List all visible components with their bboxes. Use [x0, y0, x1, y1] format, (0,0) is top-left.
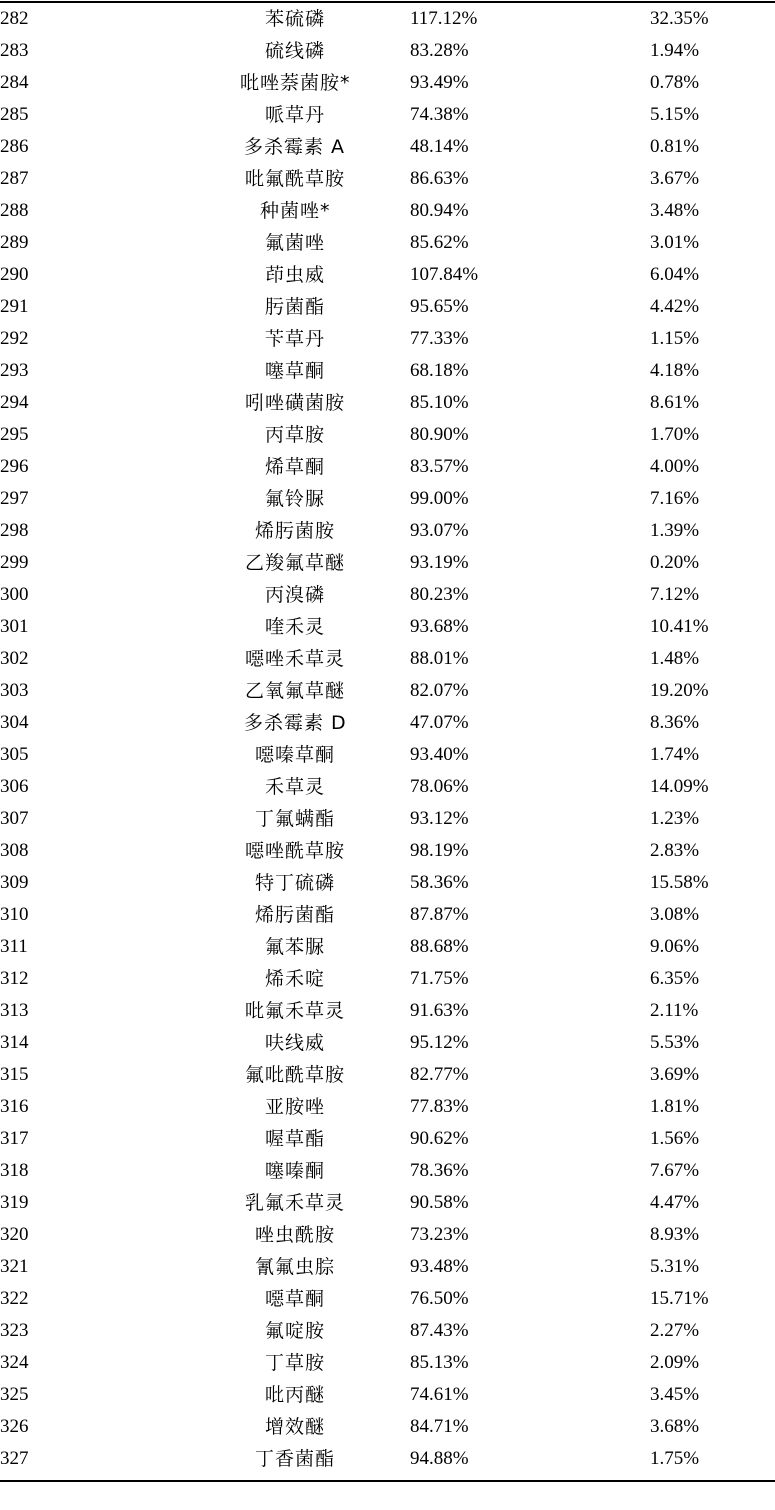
- recovery-value: 82.77%: [410, 1064, 469, 1085]
- row-number: 311: [0, 936, 28, 957]
- rsd-value: 0.81%: [650, 136, 700, 157]
- table-row: [0, 515, 775, 547]
- compound-name-cell: [170, 35, 410, 67]
- table-row: [0, 1091, 775, 1123]
- table-row: [0, 483, 775, 515]
- data-table: [0, 3, 775, 1475]
- table-row: [0, 899, 775, 931]
- table-row: [0, 739, 775, 771]
- rsd-value: 7.16%: [650, 488, 700, 509]
- rsd-value: 7.67%: [650, 1160, 700, 1181]
- compound-name-cell: [170, 67, 410, 99]
- row-number: 297: [0, 488, 29, 509]
- rsd-value: 3.68%: [650, 1416, 700, 1437]
- recovery-value: 93.40%: [410, 744, 469, 765]
- recovery-value: 98.19%: [410, 840, 469, 861]
- compound-name-cell: [170, 259, 410, 291]
- table-body: [0, 3, 775, 1475]
- rsd-value: 6.04%: [650, 264, 700, 285]
- table-bottom-rule: [0, 1480, 775, 1482]
- compound-name: 噁唑酰草胺: [245, 840, 346, 862]
- compound-name: 噁唑禾草灵: [245, 648, 346, 670]
- compound-name: 噁草酮: [265, 1288, 326, 1310]
- compound-name-cell: [170, 227, 410, 259]
- compound-name-cell: [170, 675, 410, 707]
- rsd-value: 4.18%: [650, 360, 700, 381]
- table-row: [0, 611, 775, 643]
- row-number: 306: [0, 776, 29, 797]
- recovery-value: 87.87%: [410, 904, 469, 925]
- row-number: 326: [0, 1416, 29, 1437]
- recovery-value: 117.12%: [410, 8, 478, 29]
- recovery-value: 95.12%: [410, 1032, 469, 1053]
- rsd-value: 1.70%: [650, 424, 700, 445]
- rsd-value: 5.31%: [650, 1256, 700, 1277]
- table-row: [0, 1123, 775, 1155]
- recovery-value: 76.50%: [410, 1288, 469, 1309]
- table-row: [0, 1251, 775, 1283]
- compound-name-cell: [170, 1251, 410, 1283]
- rsd-value: 0.78%: [650, 72, 700, 93]
- table-row: [0, 195, 775, 227]
- compound-name-cell: [170, 1379, 410, 1411]
- recovery-value: 93.68%: [410, 616, 469, 637]
- compound-name: 亚胺唑: [265, 1096, 326, 1118]
- compound-name-cell: [170, 803, 410, 835]
- row-number: 284: [0, 72, 29, 93]
- recovery-value: 85.13%: [410, 1352, 469, 1373]
- compound-name-cell: [170, 195, 410, 227]
- compound-name: 吡唑萘菌胺*: [240, 72, 351, 94]
- table-row: [0, 643, 775, 675]
- row-number: 286: [0, 136, 29, 157]
- row-number: 310: [0, 904, 29, 925]
- recovery-value: 58.36%: [410, 872, 469, 893]
- compound-name-cell: [170, 131, 410, 163]
- recovery-value: 93.07%: [410, 520, 469, 541]
- rsd-value: 3.45%: [650, 1384, 700, 1405]
- recovery-value: 73.23%: [410, 1224, 469, 1245]
- compound-name-cell: [170, 1059, 410, 1091]
- table-row: [0, 1027, 775, 1059]
- recovery-value: 99.00%: [410, 488, 469, 509]
- recovery-value: 83.28%: [410, 40, 469, 61]
- row-number: 294: [0, 392, 29, 413]
- row-number: 289: [0, 232, 29, 253]
- recovery-value: 48.14%: [410, 136, 469, 157]
- compound-name: 肟菌酯: [265, 296, 326, 318]
- recovery-value: 94.88%: [410, 1448, 469, 1469]
- compound-name-cell: [170, 1443, 410, 1475]
- rsd-value: 4.42%: [650, 296, 700, 317]
- rsd-value: 1.75%: [650, 1448, 700, 1469]
- table-row: [0, 1443, 775, 1475]
- compound-name-cell: [170, 515, 410, 547]
- compound-name: 增效醚: [265, 1416, 326, 1438]
- row-number: 316: [0, 1096, 29, 1117]
- table-row: [0, 1315, 775, 1347]
- recovery-value: 84.71%: [410, 1416, 469, 1437]
- recovery-value: 90.62%: [410, 1128, 469, 1149]
- recovery-value: 77.83%: [410, 1096, 469, 1117]
- rsd-value: 5.53%: [650, 1032, 700, 1053]
- compound-name-cell: [170, 995, 410, 1027]
- row-number: 287: [0, 168, 29, 189]
- compound-name-cell: [170, 99, 410, 131]
- compound-name: 丁香菌酯: [255, 1448, 336, 1470]
- compound-name-cell: [170, 579, 410, 611]
- compound-name: 吡氟禾草灵: [245, 1000, 346, 1022]
- table-row: [0, 451, 775, 483]
- row-number: 318: [0, 1160, 29, 1181]
- table-row: [0, 323, 775, 355]
- rsd-value: 15.71%: [650, 1288, 709, 1309]
- compound-name-cell: [170, 451, 410, 483]
- rsd-value: 3.67%: [650, 168, 700, 189]
- rsd-value: 8.36%: [650, 712, 700, 733]
- compound-name: 吲唑磺菌胺: [245, 392, 346, 414]
- table-row: [0, 1219, 775, 1251]
- row-number: 285: [0, 104, 29, 125]
- compound-name: 氟吡酰草胺: [245, 1064, 346, 1086]
- recovery-value: 107.84%: [410, 264, 479, 285]
- rsd-value: 0.20%: [650, 552, 700, 573]
- recovery-value: 90.58%: [410, 1192, 469, 1213]
- rsd-value: 1.39%: [650, 520, 700, 541]
- row-number: 302: [0, 648, 29, 669]
- compound-name: 多杀霉素 D: [244, 712, 347, 734]
- rsd-value: 19.20%: [650, 680, 709, 701]
- row-number: 303: [0, 680, 29, 701]
- compound-name-cell: [170, 707, 410, 739]
- recovery-value: 78.06%: [410, 776, 469, 797]
- compound-name: 唑虫酰胺: [255, 1224, 336, 1246]
- compound-name: 氰氟虫腙: [255, 1256, 336, 1278]
- table-row: [0, 547, 775, 579]
- compound-name-cell: [170, 963, 410, 995]
- rsd-value: 14.09%: [650, 776, 709, 797]
- rsd-value: 15.58%: [650, 872, 709, 893]
- table-row: [0, 131, 775, 163]
- compound-name-cell: [170, 739, 410, 771]
- compound-name: 丙草胺: [265, 424, 326, 446]
- table-row: [0, 1283, 775, 1315]
- compound-name-cell: [170, 291, 410, 323]
- row-number: 313: [0, 1000, 29, 1021]
- table-row: [0, 963, 775, 995]
- rsd-value: 1.74%: [650, 744, 700, 765]
- compound-name-cell: [170, 1347, 410, 1379]
- row-number: 308: [0, 840, 29, 861]
- rsd-value: 9.06%: [650, 936, 700, 957]
- recovery-value: 93.19%: [410, 552, 469, 573]
- rsd-value: 1.48%: [650, 648, 700, 669]
- table-row: [0, 771, 775, 803]
- rsd-value: 8.61%: [650, 392, 700, 413]
- row-number: 288: [0, 200, 29, 221]
- row-number: 292: [0, 328, 29, 349]
- compound-name: 烯禾啶: [265, 968, 326, 990]
- recovery-value: 88.01%: [410, 648, 469, 669]
- row-number: 290: [0, 264, 29, 285]
- rsd-value: 1.94%: [650, 40, 700, 61]
- compound-name-cell: [170, 387, 410, 419]
- table-row: [0, 1347, 775, 1379]
- table-row: [0, 35, 775, 67]
- row-number: 291: [0, 296, 29, 317]
- table-row: [0, 995, 775, 1027]
- table-row: [0, 1059, 775, 1091]
- row-number: 295: [0, 424, 29, 445]
- recovery-value: 47.07%: [410, 712, 469, 733]
- table-row: [0, 419, 775, 451]
- table-row: [0, 355, 775, 387]
- rsd-value: 4.00%: [650, 456, 700, 477]
- compound-name-cell: [170, 323, 410, 355]
- recovery-value: 93.48%: [410, 1256, 469, 1277]
- table-row: [0, 1155, 775, 1187]
- table-row: [0, 707, 775, 739]
- compound-name-cell: [170, 931, 410, 963]
- table-row: [0, 835, 775, 867]
- compound-name: 乙羧氟草醚: [245, 552, 346, 574]
- compound-name: 苯硫磷: [265, 8, 326, 30]
- rsd-value: 2.11%: [650, 1000, 699, 1021]
- rsd-value: 1.15%: [650, 328, 700, 349]
- compound-name: 吡丙醚: [265, 1384, 326, 1406]
- rsd-value: 2.83%: [650, 840, 700, 861]
- table-row: [0, 163, 775, 195]
- rsd-value: 3.48%: [650, 200, 700, 221]
- row-number: 305: [0, 744, 29, 765]
- recovery-value: 74.61%: [410, 1384, 469, 1405]
- compound-name: 乙氧氟草醚: [245, 680, 346, 702]
- row-number: 283: [0, 40, 29, 61]
- rsd-value: 1.23%: [650, 808, 700, 829]
- recovery-value: 86.63%: [410, 168, 469, 189]
- table-row: [0, 3, 775, 35]
- table-row: [0, 259, 775, 291]
- rsd-value: 3.69%: [650, 1064, 700, 1085]
- compound-name: 多杀霉素 A: [244, 136, 346, 158]
- compound-name: 丁氟螨酯: [255, 808, 336, 830]
- recovery-value: 80.94%: [410, 200, 469, 221]
- row-number: 293: [0, 360, 29, 381]
- row-number: 307: [0, 808, 29, 829]
- row-number: 312: [0, 968, 29, 989]
- compound-name-cell: [170, 355, 410, 387]
- table-row: [0, 291, 775, 323]
- row-number: 319: [0, 1192, 29, 1213]
- row-number: 282: [0, 8, 29, 29]
- row-number: 304: [0, 712, 29, 733]
- compound-name: 呋线威: [265, 1032, 326, 1054]
- compound-name-cell: [170, 1283, 410, 1315]
- recovery-value: 68.18%: [410, 360, 469, 381]
- recovery-value: 93.49%: [410, 72, 469, 93]
- compound-name-cell: [170, 771, 410, 803]
- compound-name: 氟铃脲: [265, 488, 326, 510]
- compound-name-cell: [170, 1187, 410, 1219]
- row-number: 320: [0, 1224, 29, 1245]
- compound-name: 硫线磷: [265, 40, 326, 62]
- row-number: 299: [0, 552, 29, 573]
- rsd-value: 5.15%: [650, 104, 700, 125]
- row-number: 301: [0, 616, 29, 637]
- recovery-value: 83.57%: [410, 456, 469, 477]
- row-number: 322: [0, 1288, 29, 1309]
- table-row: [0, 387, 775, 419]
- table-row: [0, 931, 775, 963]
- compound-name: 噻草酮: [265, 360, 326, 382]
- table-row: [0, 579, 775, 611]
- compound-name-cell: [170, 3, 410, 35]
- compound-name: 丙溴磷: [265, 584, 326, 606]
- recovery-value: 82.07%: [410, 680, 469, 701]
- row-number: 324: [0, 1352, 29, 1373]
- compound-name-cell: [170, 1219, 410, 1251]
- table-row: [0, 99, 775, 131]
- recovery-value: 80.23%: [410, 584, 469, 605]
- compound-name: 乳氟禾草灵: [245, 1192, 346, 1214]
- table-row: [0, 1379, 775, 1411]
- compound-name: 烯草酮: [265, 456, 326, 478]
- table-row: [0, 867, 775, 899]
- compound-name-cell: [170, 419, 410, 451]
- compound-name: 喔草酯: [265, 1128, 326, 1150]
- recovery-value: 78.36%: [410, 1160, 469, 1181]
- compound-name-cell: [170, 611, 410, 643]
- compound-name-cell: [170, 1027, 410, 1059]
- compound-name: 氟啶胺: [265, 1320, 326, 1342]
- compound-name: 喹禾灵: [265, 616, 326, 638]
- compound-name-cell: [170, 643, 410, 675]
- recovery-value: 87.43%: [410, 1320, 469, 1341]
- compound-name-cell: [170, 899, 410, 931]
- row-number: 321: [0, 1256, 29, 1277]
- table-row: [0, 675, 775, 707]
- row-number: 325: [0, 1384, 29, 1405]
- compound-name-cell: [170, 547, 410, 579]
- compound-name-cell: [170, 1155, 410, 1187]
- rsd-value: 3.01%: [650, 232, 700, 253]
- recovery-value: 85.62%: [410, 232, 469, 253]
- compound-name-cell: [170, 1411, 410, 1443]
- compound-name-cell: [170, 163, 410, 195]
- rsd-value: 7.12%: [650, 584, 700, 605]
- compound-name-cell: [170, 867, 410, 899]
- compound-name-cell: [170, 1123, 410, 1155]
- recovery-value: 88.68%: [410, 936, 469, 957]
- row-number: 314: [0, 1032, 29, 1053]
- compound-name-cell: [170, 835, 410, 867]
- recovery-value: 93.12%: [410, 808, 469, 829]
- row-number: 300: [0, 584, 29, 605]
- compound-name: 茚虫威: [265, 264, 326, 286]
- rsd-value: 1.56%: [650, 1128, 700, 1149]
- compound-name: 苄草丹: [265, 328, 326, 350]
- table-row: [0, 67, 775, 99]
- compound-name: 丁草胺: [265, 1352, 326, 1374]
- row-number: 298: [0, 520, 29, 541]
- compound-name: 氟苯脲: [265, 936, 326, 958]
- rsd-value: 2.27%: [650, 1320, 700, 1341]
- recovery-value: 95.65%: [410, 296, 469, 317]
- compound-name: 噁嗪草酮: [255, 744, 336, 766]
- table-row: [0, 227, 775, 259]
- compound-name-cell: [170, 1315, 410, 1347]
- table-row: [0, 1187, 775, 1219]
- recovery-value: 91.63%: [410, 1000, 469, 1021]
- compound-name: 烯肟菌胺: [255, 520, 336, 542]
- rsd-value: 2.09%: [650, 1352, 700, 1373]
- compound-name: 种菌唑*: [260, 200, 331, 222]
- rsd-value: 10.41%: [650, 616, 709, 637]
- compound-name: 哌草丹: [265, 104, 326, 126]
- compound-name-cell: [170, 1091, 410, 1123]
- compound-name: 特丁硫磷: [255, 872, 336, 894]
- row-number: 315: [0, 1064, 29, 1085]
- rsd-value: 1.81%: [650, 1096, 700, 1117]
- compound-name: 氟菌唑: [265, 232, 326, 254]
- table-row: [0, 803, 775, 835]
- compound-name-cell: [170, 483, 410, 515]
- rsd-value: 3.08%: [650, 904, 700, 925]
- rsd-value: 4.47%: [650, 1192, 700, 1213]
- recovery-value: 77.33%: [410, 328, 469, 349]
- recovery-value: 85.10%: [410, 392, 469, 413]
- row-number: 317: [0, 1128, 29, 1149]
- row-number: 327: [0, 1448, 29, 1469]
- row-number: 309: [0, 872, 29, 893]
- rsd-value: 8.93%: [650, 1224, 700, 1245]
- compound-name: 噻嗪酮: [265, 1160, 326, 1182]
- row-number: 323: [0, 1320, 29, 1341]
- rsd-value: 6.35%: [650, 968, 700, 989]
- rsd-value: 32.35%: [650, 8, 709, 29]
- recovery-value: 80.90%: [410, 424, 469, 445]
- table-row: [0, 1411, 775, 1443]
- compound-name: 禾草灵: [265, 776, 326, 798]
- recovery-value: 71.75%: [410, 968, 469, 989]
- recovery-value: 74.38%: [410, 104, 469, 125]
- compound-name: 烯肟菌酯: [255, 904, 336, 926]
- row-number: 296: [0, 456, 29, 477]
- compound-name: 吡氟酰草胺: [245, 168, 346, 190]
